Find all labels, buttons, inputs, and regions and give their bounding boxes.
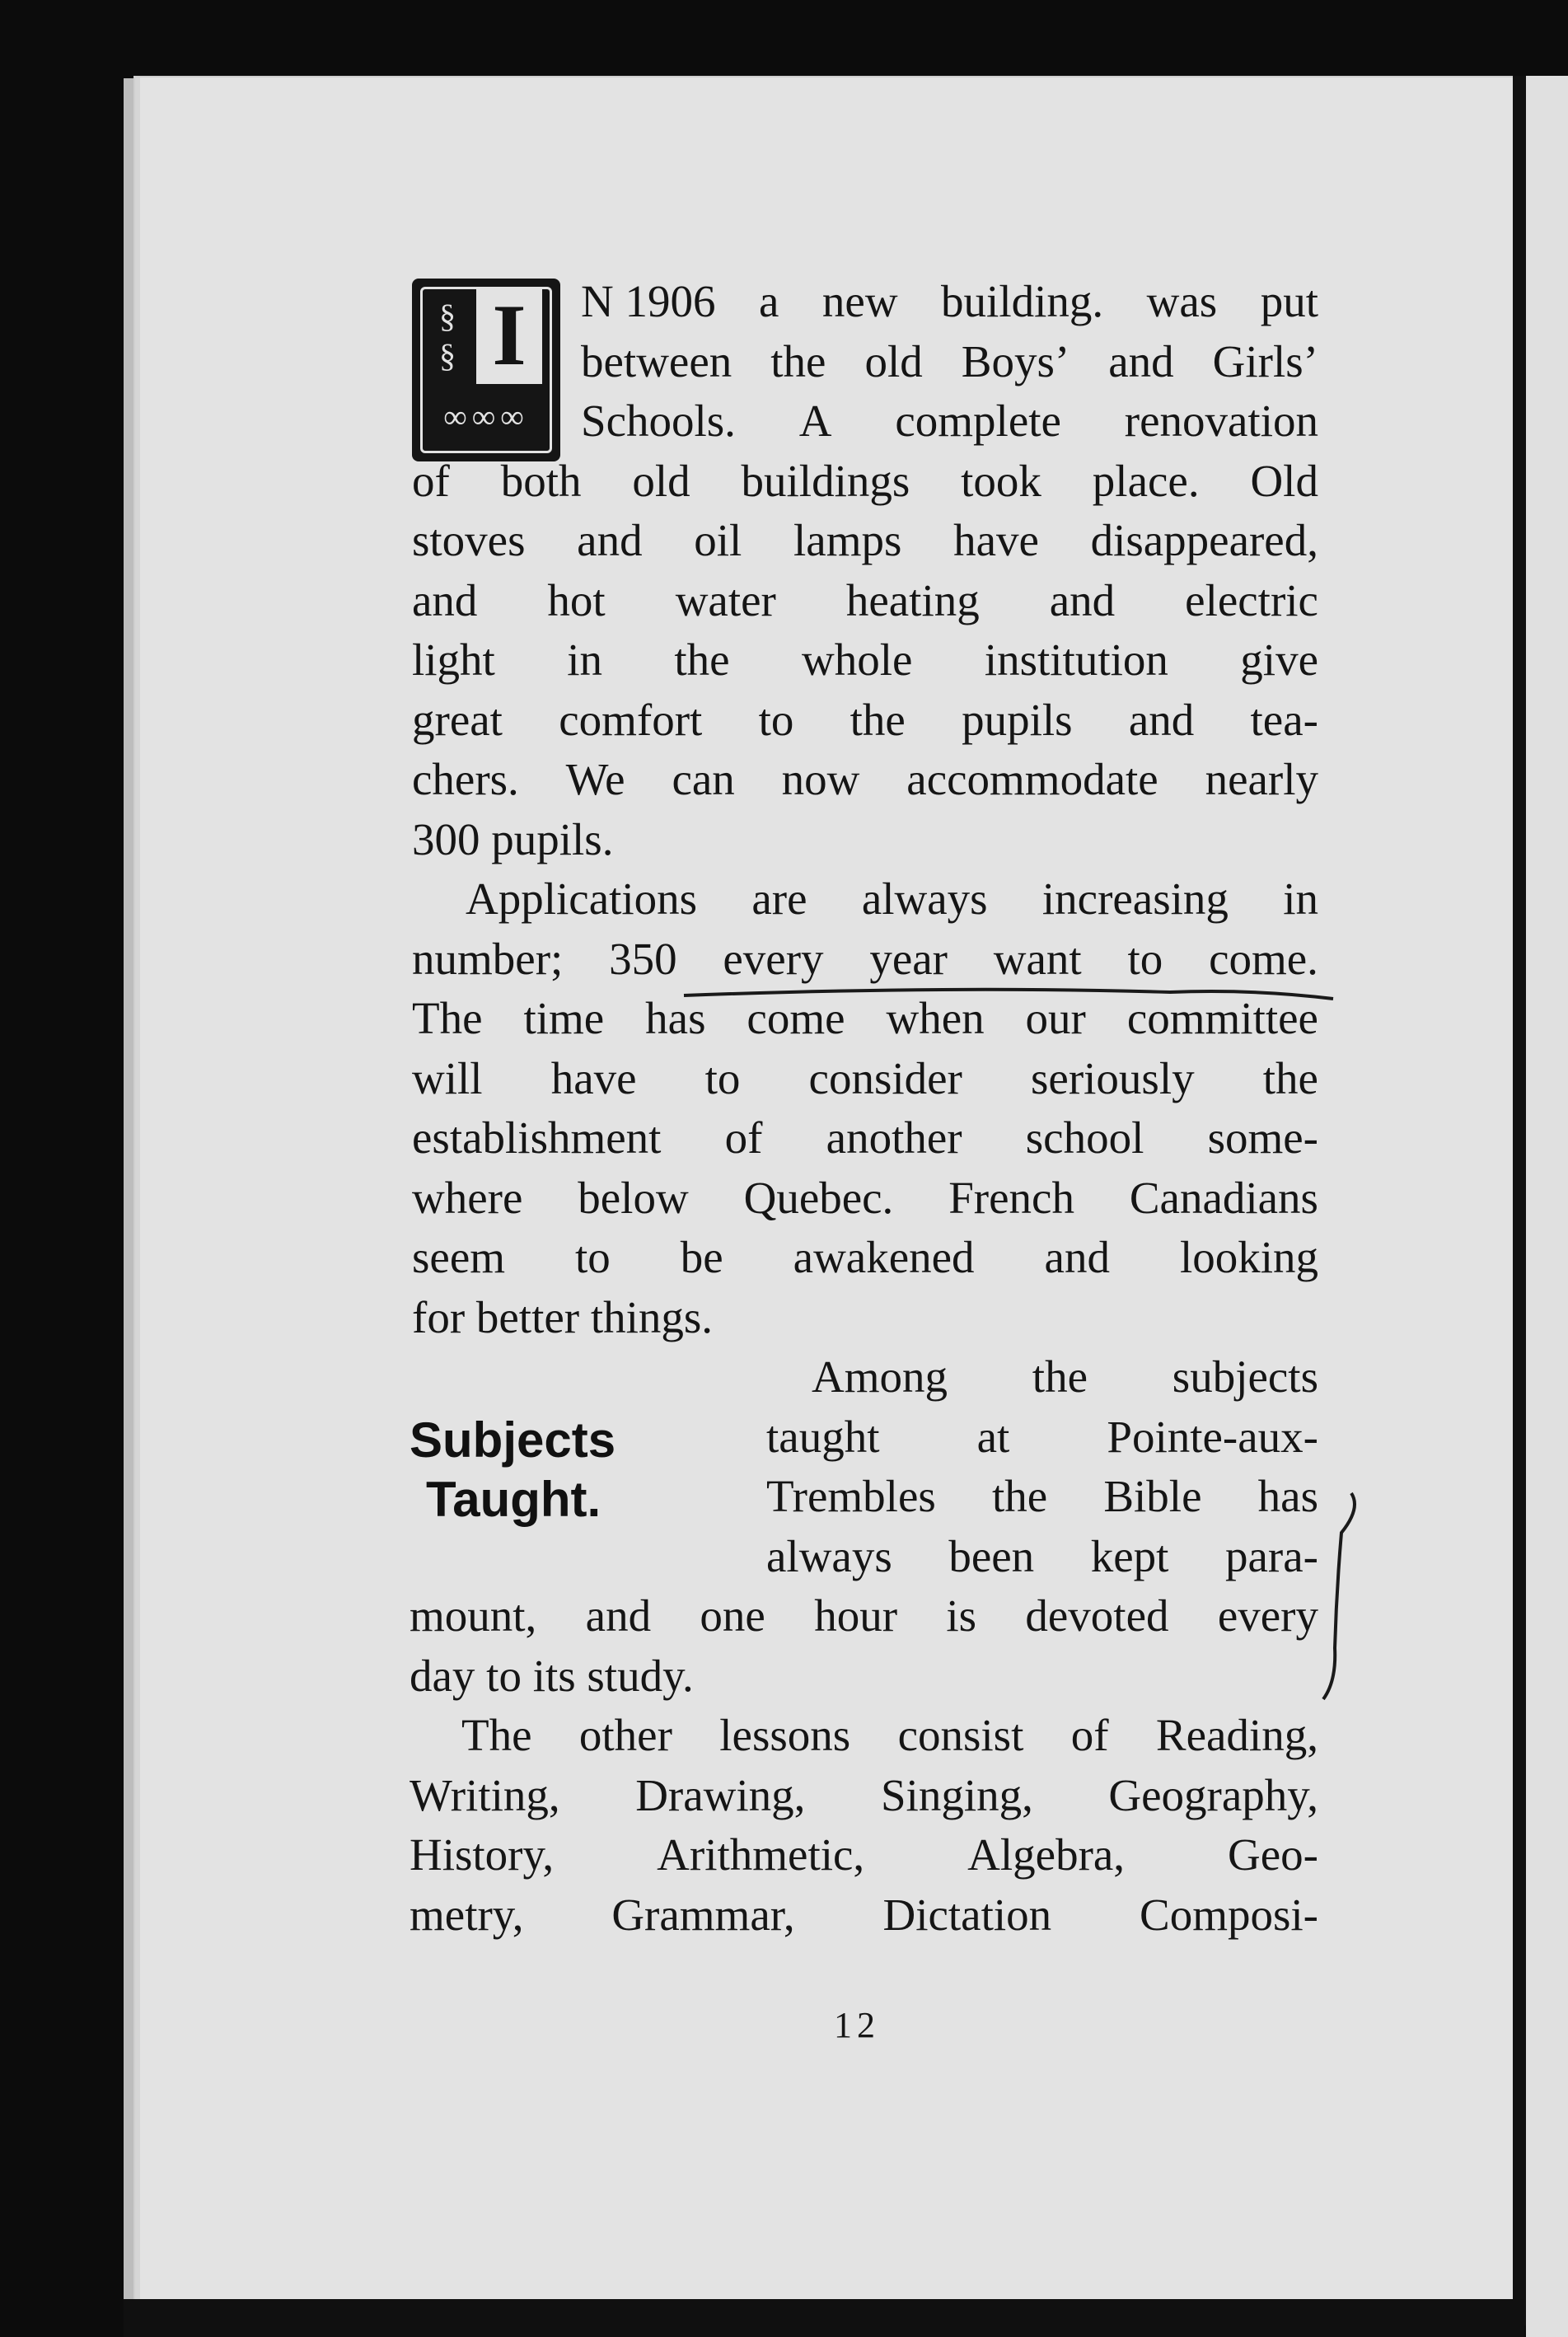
word: took	[961, 455, 1041, 506]
word: increasing	[1041, 873, 1229, 924]
word: old	[864, 335, 923, 386]
word: of	[412, 455, 450, 506]
word: to	[575, 1232, 611, 1282]
word: the	[1262, 1052, 1318, 1103]
word: and	[585, 1590, 652, 1641]
word: Boys’	[961, 335, 1070, 386]
word: Algebra,	[967, 1829, 1126, 1880]
dropcap-vine-icon: ∞∞∞	[443, 398, 529, 435]
word: We	[565, 754, 625, 804]
word: para-	[1225, 1530, 1318, 1581]
side-heading-taught: Taught.	[426, 1472, 601, 1527]
word: water	[675, 574, 776, 625]
word: looking	[1179, 1232, 1318, 1282]
word: both	[500, 455, 582, 506]
word: and	[1049, 574, 1116, 625]
word: Arithmetic,	[657, 1829, 865, 1880]
word: establishment	[412, 1112, 662, 1163]
dropcap-letter: I	[476, 287, 542, 384]
word: another	[826, 1112, 962, 1163]
word: great	[412, 694, 503, 745]
word: institution	[984, 635, 1168, 685]
word: heating	[845, 574, 980, 625]
word: the	[674, 635, 730, 685]
word: subjects	[1172, 1351, 1318, 1402]
word: building.	[941, 276, 1104, 326]
word: French	[948, 1172, 1074, 1223]
word: new	[821, 276, 898, 326]
word: lamps	[793, 515, 902, 565]
word: one	[700, 1590, 765, 1641]
word: Applications	[466, 873, 698, 924]
word: put	[1260, 276, 1318, 326]
word: oil	[694, 515, 742, 565]
word: seem	[412, 1232, 506, 1282]
word: was	[1146, 276, 1218, 326]
word: stoves	[412, 515, 526, 565]
word: other	[578, 1710, 672, 1760]
word: taught	[766, 1411, 880, 1462]
word: Canadians	[1129, 1172, 1318, 1223]
text-line: for better things.	[412, 1291, 714, 1342]
word: Girls’	[1212, 335, 1318, 386]
word: always	[861, 873, 988, 924]
word: our	[1025, 993, 1086, 1043]
dropcap-flourish-icon: § §	[439, 297, 456, 374]
word: be	[680, 1232, 723, 1282]
word: where	[412, 1172, 523, 1223]
word: to	[704, 1052, 741, 1103]
word: Drawing,	[635, 1769, 806, 1820]
word: some-	[1207, 1112, 1318, 1163]
word: Old	[1250, 455, 1318, 506]
word: committee	[1126, 993, 1318, 1043]
word: seriously	[1031, 1052, 1195, 1103]
word: want	[993, 933, 1082, 984]
word: between	[581, 335, 733, 386]
word: hour	[814, 1590, 898, 1641]
word: hot	[547, 574, 606, 625]
word: Singing,	[880, 1769, 1033, 1820]
word: renovation	[1124, 396, 1318, 446]
word: when	[886, 993, 985, 1043]
side-heading-subjects: Subjects	[410, 1412, 616, 1468]
word: awakened	[793, 1232, 975, 1282]
word: Grammar,	[611, 1889, 795, 1940]
word: in	[567, 635, 603, 685]
word: been	[948, 1530, 1035, 1581]
word: Writing,	[410, 1769, 560, 1820]
word: chers.	[412, 754, 519, 804]
word: a	[758, 276, 779, 326]
word: Schools.	[581, 396, 736, 446]
word: Trembles	[766, 1471, 936, 1521]
word: have	[550, 1052, 637, 1103]
word: A	[798, 396, 832, 446]
word: have	[953, 515, 1039, 565]
word: the	[1032, 1351, 1088, 1402]
word: every	[723, 933, 824, 984]
word: electric	[1185, 574, 1318, 625]
word: and	[1044, 1232, 1110, 1282]
word: Pointe-aux-	[1107, 1411, 1318, 1462]
word: buildings	[741, 455, 910, 506]
word: will	[412, 1052, 483, 1103]
word: and	[1128, 694, 1195, 745]
word: is	[946, 1590, 977, 1641]
word: below	[578, 1172, 689, 1223]
margin-bracket-mark	[1323, 1493, 1355, 1699]
word: come.	[1209, 933, 1318, 984]
word: and	[1108, 335, 1174, 386]
word: Bible	[1103, 1471, 1202, 1521]
page-number: 12	[834, 2005, 880, 2045]
word: Quebec.	[743, 1172, 894, 1223]
word: every	[1217, 1590, 1318, 1641]
word: in	[1283, 873, 1318, 924]
word: year	[869, 933, 948, 984]
word: has	[645, 993, 706, 1043]
word: the	[991, 1471, 1048, 1521]
word: now	[781, 754, 860, 804]
underline-mark	[684, 990, 1333, 999]
word: lessons	[719, 1710, 851, 1760]
word: pupils	[962, 694, 1073, 745]
word: to	[1127, 933, 1163, 984]
word: Reading,	[1155, 1710, 1318, 1760]
word: consider	[808, 1052, 962, 1103]
word: can	[672, 754, 735, 804]
word: are	[751, 873, 807, 924]
word: Dictation	[882, 1889, 1052, 1940]
word: at	[976, 1411, 1010, 1462]
word: devoted	[1025, 1590, 1169, 1641]
word: the	[770, 335, 826, 386]
text-line: day to its study.	[410, 1650, 694, 1701]
word: The	[461, 1710, 532, 1760]
word: school	[1025, 1112, 1144, 1163]
word: of	[724, 1112, 763, 1163]
word: Geography,	[1108, 1769, 1318, 1820]
word: The	[412, 993, 483, 1043]
text-line: 300 pupils.	[412, 813, 614, 864]
word: light	[412, 635, 495, 685]
word: complete	[895, 396, 1061, 446]
word: Among	[812, 1351, 948, 1402]
word: Composi-	[1140, 1889, 1318, 1940]
word: place.	[1092, 455, 1200, 506]
word: disappeared,	[1090, 515, 1318, 565]
word: consist	[897, 1710, 1024, 1760]
word: old	[632, 455, 690, 506]
word: the	[850, 694, 906, 745]
word: and	[577, 515, 643, 565]
word: accommodate	[906, 754, 1158, 804]
word: nearly	[1205, 754, 1318, 804]
word: and	[412, 574, 478, 625]
word: 350	[609, 933, 677, 984]
word: give	[1240, 635, 1318, 685]
word: kept	[1090, 1530, 1169, 1581]
word: always	[766, 1530, 892, 1581]
word: mount,	[410, 1590, 537, 1641]
word: metry,	[410, 1889, 524, 1940]
word: number;	[412, 933, 564, 984]
word: come	[747, 993, 845, 1043]
word: N 1906	[581, 276, 716, 326]
word: Geo-	[1228, 1829, 1318, 1880]
word: History,	[410, 1829, 555, 1880]
word: to	[758, 694, 794, 745]
word: has	[1257, 1471, 1318, 1521]
word: whole	[802, 635, 913, 685]
word: of	[1070, 1710, 1109, 1760]
word: comfort	[559, 694, 703, 745]
word: tea-	[1250, 694, 1318, 745]
word: time	[523, 993, 605, 1043]
